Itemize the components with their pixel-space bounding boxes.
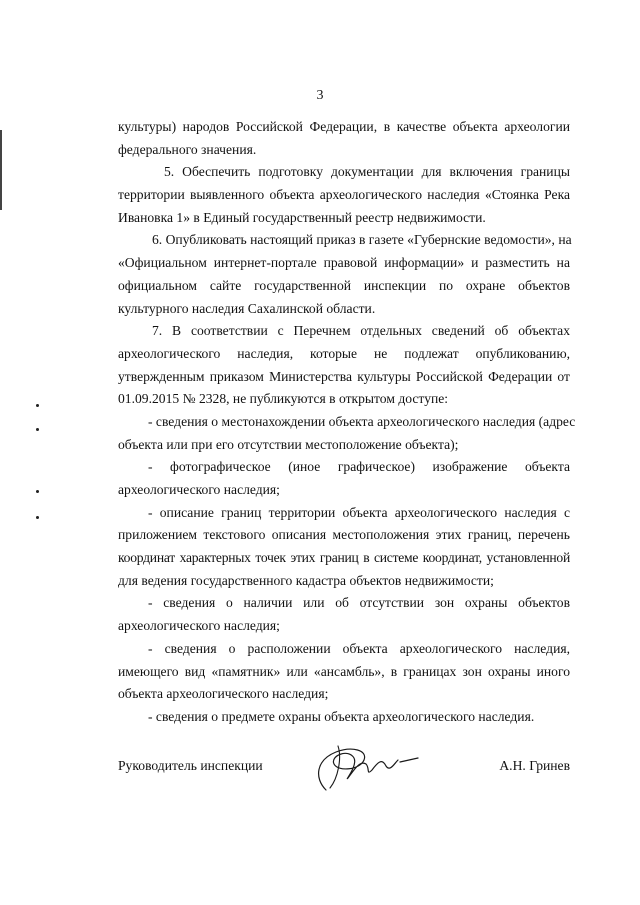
text-line: «Официальном интернет-портале правовой информации» и разместить на <box>118 255 570 271</box>
text-line: - сведения о предмете охраны объекта археологического наследия. <box>148 708 535 724</box>
text-line: археологического наследия; <box>118 618 280 634</box>
text-line: археологического наследия; <box>118 482 280 497</box>
text-line: для ведения государственного кадастра объектов недвижимости; <box>118 572 494 588</box>
text-line: имеющего вид «памятник» или «ансамбль», в границах зон охраны иного <box>118 663 570 679</box>
text-line: территории выявленного объекта археологического наследия «Стоянка Река <box>118 187 570 203</box>
text-line: утвержденным приказом Министерства культуры Российской Федерации от <box>118 368 570 384</box>
text-line: объекта археологического наследия; <box>118 686 329 702</box>
text-line: археологического наследия, которые не подлежат опубликованию, <box>118 345 570 361</box>
signatory-name: А.Н. Гринев <box>499 758 570 773</box>
text-line: объекта или при его отсутствии местоположение объекта); <box>118 436 459 452</box>
text-line: - сведения о наличии или об отсутствии зон охраны объектов <box>148 595 570 611</box>
text-line: официальном сайте государственной инспекции по охране объектов <box>118 277 570 293</box>
text-line: 6. Опубликовать настоящий приказ в газете «Губернские ведомости», на <box>152 232 572 248</box>
page-number: 3 <box>316 88 324 103</box>
text-line: координат характерных точек этих границ в системе координат, установленной <box>118 550 570 566</box>
document-body <box>118 116 576 729</box>
handwritten-signature <box>308 738 438 798</box>
text-line: 01.09.2015 № 2328, не публикуются в открытом доступе: <box>118 391 449 407</box>
text-line: федерального значения. <box>118 141 257 157</box>
text-line: - сведения о расположении объекта археологического наследия, <box>148 640 570 656</box>
margin-dot <box>36 428 39 431</box>
text-line: культуры) народов Российской Федерации, в качестве объекта археологии <box>118 119 570 134</box>
margin-dot <box>36 516 39 519</box>
text-line: Ивановка 1» в Единый государственный реестр недвижимости. <box>118 209 486 225</box>
text-line: - сведения о местонахождении объекта археологического наследия (адрес <box>148 413 576 429</box>
text-line: 5. Обеспечить подготовку документации для включения границы <box>164 164 570 180</box>
margin-dot <box>36 490 39 493</box>
signatory-position: Руководитель инспекции <box>118 758 263 773</box>
margin-dot <box>36 404 39 407</box>
text-line: приложением текстового описания местоположения этих границ, перечень <box>118 527 570 543</box>
scan-edge-mark <box>0 130 2 210</box>
text-line: 7. В соответствии с Перечнем отдельных сведений об объектах <box>152 323 570 339</box>
signature-block <box>118 750 570 810</box>
text-line: - фотографическое (иное графическое) изображение объекта <box>148 459 570 475</box>
text-line: культурного наследия Сахалинской области. <box>118 300 376 316</box>
text-line: - описание границ территории объекта археологического наследия с <box>148 504 570 520</box>
